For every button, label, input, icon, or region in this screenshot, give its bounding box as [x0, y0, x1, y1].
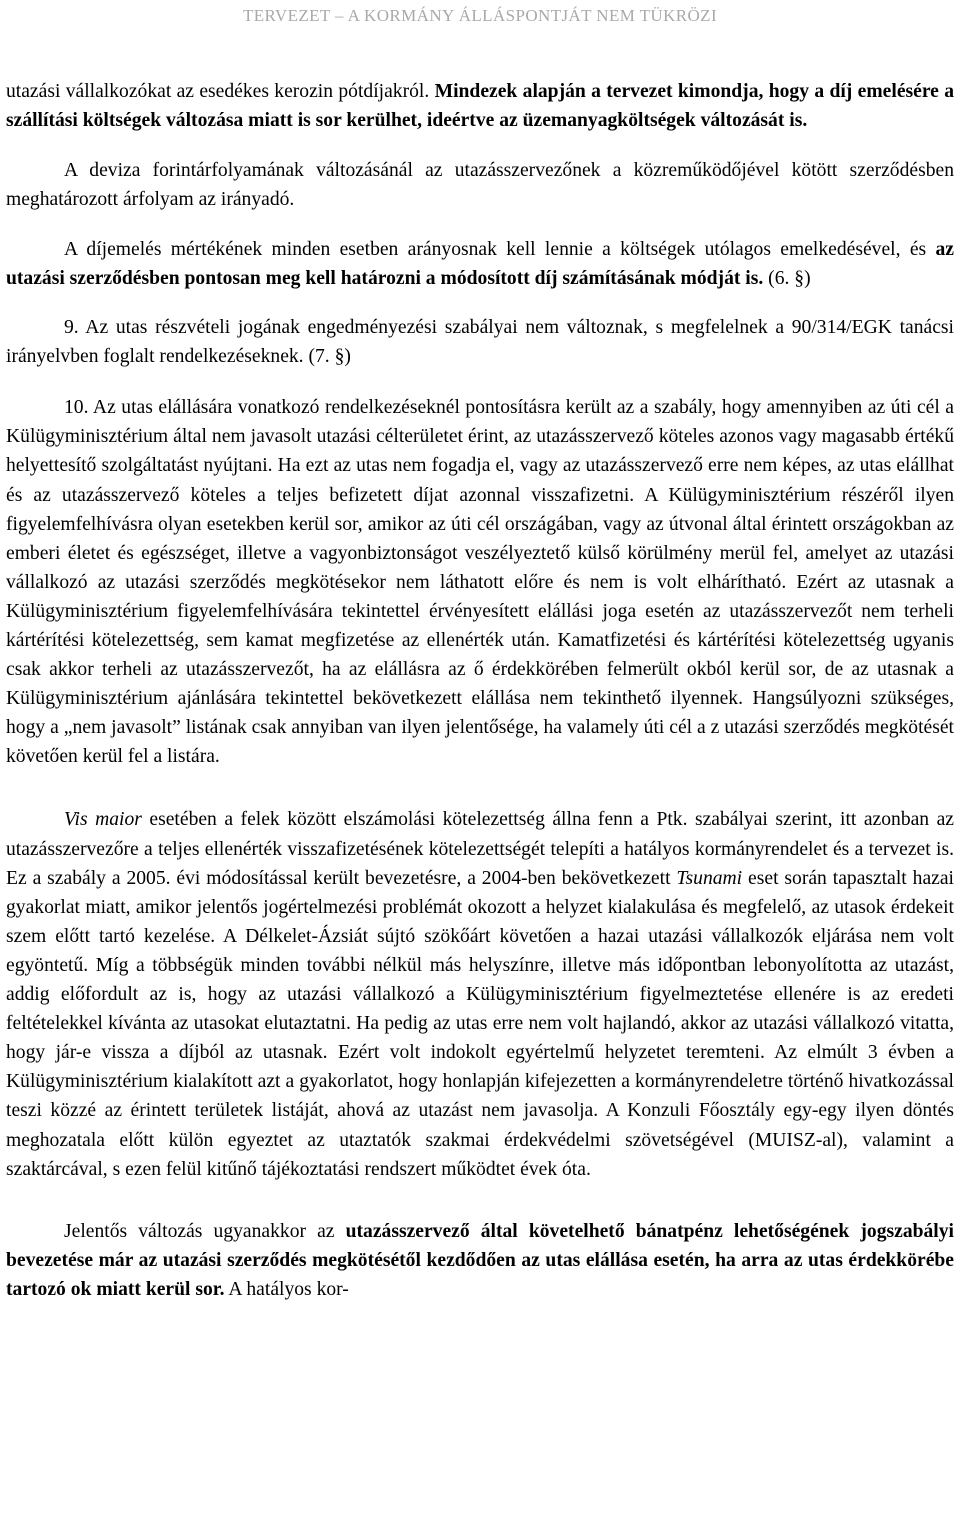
paragraph-text: utazási vállalkozókat az esedékes kerozin pótdíjakról. — [6, 81, 435, 102]
watermark-header — [0, 0, 960, 34]
paragraph-fuel-surcharge — [6, 78, 954, 136]
paragraph-reference: (6. §) — [763, 267, 811, 289]
paragraph-exchange-rate: A deviza forintárfolyamának változásánál az utazásszervezőnek a közreműködőjével kötött szerződésben meghatározott árfolyam az irányadó. — [6, 159, 954, 210]
paragraph-text: eset során tapasztalt hazai gyakorlat miatt, amikor jelentős jogértelmezési problémát okozott a helyzet kialakulása és megfelelő, az utasok érdekeit szem előtt tartó kezelése. A Délkelet-Ázsiát sújtó szökőárt követően a hazai utazási vállalkozók eljárása nem volt egyöntetű. Míg a többségük minden további nélkül más helyszínre, illetve más időpontban lebonyolította az utazást, addig előfordult az is, hogy az utazási vállalkozó a Külügyminisztérium figyelmeztetése ellenére is az eredeti feltételekkel kívánta az utasokat elutaztatni. Ha pedig az utas erre nem volt hajlandó, akkor az utazási vállalkozó vitatta, hogy jár-e vissza a díjból az utasnak. Ezért volt indokolt egyértelmű helyzetet teremteni. Az elmúlt 3 évben a Külügyminisztérium kialakított azt a gyakorlatot, hogy honlapján kifejezetten a kormányrendeletre történő hivatkozással teszi közzé az érintett területek listáját, ahová az utazást nem javasolja. A Konzuli Főosztály egy-egy ilyen döntés meghozatala előtt külön egyeztet az utaztatók szakmai érdekvédelmi szövetségével (MUISZ-al), valamint a szaktárcával, s ezen felül kitűnő tájékoztatási rendszert működtet évek óta. — [6, 867, 954, 1180]
paragraph-text: A hatályos kor- — [224, 1278, 349, 1300]
paragraph-10-withdrawal: 10. Az utas elállására vonatkozó rendelkezéseknél pontosításra került az a szabály, hogy amennyiben az úti cél a Külügyminisztérium által nem javasolt utazási célterületet érint, az utazásszervező köteles azonos vagy magasabb értékű helyettesítő szolgáltatást nyújtani. Ha ezt az utas nem fogadja el, vagy az utazásszervező erre nem képes, az utas elállhat és az utazásszervező köteles a teljes befizetett díjat azonnal visszafizetni. A Külügyminisztérium részéről ilyen figyelemfelhívásra olyan esetekben kerül sor, amikor az úti cél országában, vagy az útvonal által érintett országokban az emberi életet és egészséget, illetve a vagyonbiztonságot veszélyeztető külső körülmény merül fel, amelyet az utazási vállalkozó az utazási szerződés megkötésekor nem láthatott előre és nem is volt elhárítható. Ezért az utasnak a Külügyminisztérium figyelemfelhívására tekintettel érvényesített elállási joga esetén az utazásszervezőt nem terheli kártérítési kötelezettség, sem kamat megfizetése az ellenérték után. Kamatfizetési és kártérítési kötelezettség ugyanis csak akkor terheli az utazásszervezőt, ha az elállásra az ő érdekkörében felmerült okból kerül sor, de az utasnak a Külügyminisztérium ajánlására tekintettel bekövetkezett elállása nem tekinthető ilyennek. Hangsúlyozni szükséges, hogy a „nem javasolt” listának csak annyiban van ilyen jelentősége, ha valamely úti cél a z utazási szerződés megkötését követően kerül fel a listára. — [6, 397, 954, 768]
paragraph-cancellation-fee — [6, 1218, 954, 1305]
paragraph-bold-text: utazásszervező által követelhető bánatpénz lehetőségének jogszabályi bevezetése már az utazási szerződés megkötésétől kezdődően az utas elállása esetén, ha arra az utas érdekkörébe tartozó ok miatt kerül sor. — [6, 1220, 954, 1300]
paragraph-vis-maior — [6, 805, 954, 1183]
paragraph-price-increase — [6, 236, 954, 294]
document-body — [0, 34, 960, 1304]
italic-term: Tsunami — [676, 867, 743, 889]
paragraph-bold-text: az utazási szerződésben pontosan meg kell határozni a módosított díj számításának módját is. — [6, 238, 954, 289]
paragraph-text: A díjemelés mértékének minden esetben arányosnak kell lennie a költségek utólagos emelkedésével, és — [64, 238, 936, 260]
paragraph-text: Jelentős változás ugyanakkor az — [64, 1220, 346, 1242]
italic-term: Vis maior — [64, 809, 142, 831]
paragraph-text: esetében a felek között elszámolási kötelezettség állna fenn a Ptk. szabályai szerint, itt azonban az utazásszervezőre a teljes ellenérték visszafizetésének kötelezettségét telepíti a hatályos kormányrendelet és a tervezet is. Ez a szabály a 2005. évi módosítással került bevezetésre, a 2004-ben bekövetkezett — [6, 809, 954, 889]
paragraph-bold-text: Mindezek alapján a tervezet kimondja, hogy a díj emelésére a szállítási költségek változása miatt is sor kerülhet, ideértve az üzemanyagköltségek változását is. — [6, 81, 954, 131]
watermark-text: TERVEZET – A KORMÁNY ÁLLÁSPONTJÁT NEM TÜKRÖZI — [242, 6, 718, 25]
paragraph-9-assignment: 9. Az utas részvételi jogának engedményezési szabályai nem változnak, s megfelelnek a 90/314/EGK tanácsi irányelvben foglalt rendelkezéseknek. (7. §) — [6, 317, 954, 368]
